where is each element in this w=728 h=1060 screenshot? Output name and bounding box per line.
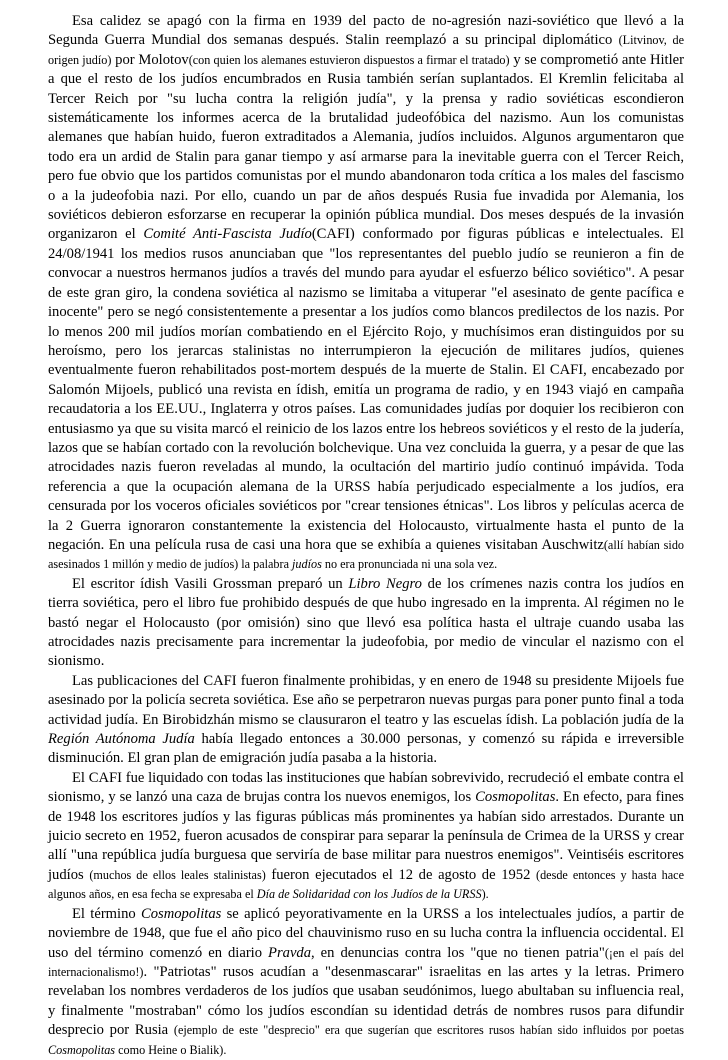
text-run: (¡en el país del internacionalismo!) bbox=[48, 945, 684, 979]
text-run: Libro Negro bbox=[348, 575, 422, 592]
text-run: judíos bbox=[292, 557, 322, 572]
text-run: por Molotov bbox=[111, 51, 189, 68]
text-run: (muchos de ellos leales stalinistas) bbox=[89, 867, 266, 882]
text-run: fueron ejecutados el 12 de agosto de 1952 bbox=[265, 866, 537, 883]
text-run: , en denuncias contra los "que no tienen patria" bbox=[311, 944, 605, 961]
text-run: El CAFI fue liquidado con todas las instituciones que habían sobrevivido, recrudeció el embate contra el sionismo, y se lanzó una caza de brujas contra los nuevos enemigos, los bbox=[48, 769, 684, 806]
text-run: (con quien los alemanes estuvieron dispuestos a firmar el tratado) bbox=[188, 52, 510, 67]
text-run: (allí habían sido asesinados 1 millón y medio de judíos) la palabra bbox=[48, 537, 685, 572]
text-run: El escritor ídish Vasili Grossman preparó un bbox=[72, 575, 349, 592]
text-run: (ejemplo de este "desprecio" era que sugerían que escritores rusos habían sido influidos por poetas bbox=[173, 1023, 684, 1038]
text-run: Día de Solidaridad con los Judíos de la URSS bbox=[256, 887, 482, 902]
text-run: (desde entonces y hasta hace algunos años, en esa fecha se expresaba el bbox=[48, 867, 685, 902]
paragraph-cafi-prohibition bbox=[48, 672, 684, 769]
text-run: . En efecto, para fines de 1948 los escritores judíos y las figuras públicas más prominentes ya habían sido arrestados. Durante un juicio secreto en 1952, fueron acusados de conspirar para separar la península de Crimea de la URSS y crear allí "una república judía burguesa que serviría de base militar para nuestros enemigos". Veintiséis escritores judíos bbox=[48, 789, 684, 883]
text-run: Comité Anti-Fascista Judío bbox=[143, 226, 312, 243]
text-run: Cosmopolitas bbox=[48, 1042, 116, 1057]
text-run: (CAFI) conformado por figuras públicas e intelectuales. El 24/08/1941 los medios rusos anunciaban que "los representantes del pueblo judío se reunieron a fin de convocar a nuestros hermanos judíos a través del mundo para ayudar el esfuerzo bélico soviético". A pesar de este gran giro, la condena soviética al nazismo se limitaba a vituperar "el asesinato de gente pacífica e inocente" pero se negó consistentemente a presentar a los judíos como blancos predilectos de los nazis. Por lo menos 200 mil judíos morían combatiendo en el Ejército Rojo, y muchísimos eran distinguidos por su heroísmo, pero los jerarcas stalinistas no interrumpieron la ejecución de militares judíos, quienes eventualmente fueron rehabilitados post-mortem después de la muerte de Stalin. El CAFI, encabezado por Salomón Mijoels, publicó una revista en ídish, emitía un programa de radio, y en 1943 viajó en campaña recaudatoria a los EE.UU., Inglaterra y otros países. Las comunidades judías por doquier los recibieron con entusiasmo ya que su visita marcó el reinicio de los lazos entre los hebreos soviéticos y el resto de la judería, lazos que se habían cortado con la revolución bolchevique. Una vez concluida la guerra, y a pesar de que las atrocidades nazis fueron reveladas al mundo, la ocultación del martirio judío continuó impávida. Toda referencia a que la ocupación alemana de la URSS había perjudicado especialmente a los judíos, era censurada por los voceros oficiales soviéticos por "crear tensiones étnicas". Los libros y películas acerca de la 2 Guerra ignoraron constantemente la existencia del Holocausto, virtualmente hasta el punto de la negación. En una película rusa de casi una hora que se exhibía a quienes visitaban Auschwitz bbox=[48, 226, 684, 553]
text-run: Pravda bbox=[268, 944, 312, 961]
text-run: como Heine o Bialik). bbox=[115, 1042, 227, 1057]
text-run: no era pronunciada ni una sola vez. bbox=[321, 557, 498, 572]
text-run: había llegado entonces a 30.000 personas, y comenzó su rápida e irreversible disminución. El gran plan de emigración judía pasaba a la historia. bbox=[48, 731, 684, 767]
text-run: El término bbox=[72, 905, 142, 922]
paragraph-cosmopolitans-purge bbox=[48, 769, 684, 905]
text-run: y se comprometió ante Hitler a que el resto de los judíos encumbrados en Rusia también serían suplantados. El Kremlin felicitaba al Tercer Reich por "su lucha contra la religión judía", y la prensa y radio soviéticas escondieron sistemáticamente los informes acerca de la brutalidad judeofóbica del nazismo. Aun los comunistas alemanes que habían huido, fueron extraditados a Alemania, judíos incluidos. Algunos argumentaron que todo era un ardid de Stalin para ganar tiempo y así armarse para la inevitable guerra con el Tercer Reich, pero fue obvio que los partidos comunistas por el mundo abandonaron toda crítica a los males del fascismo o a la judeofobia nazi. Por ello, cuando un par de años después Rusia fue invadida por Alemania, los soviéticos debieron esforzarse en recuperar la opinión pública mundial. Dos meses después de la invasión organizaron el bbox=[48, 51, 685, 243]
text-run: Esa calidez se apagó con la firma en 1939 del pacto de no-agresión nazi-soviético que llevó a la Segunda Guerra Mundial dos semanas después. Stalin reemplazó a su principal diplomático bbox=[48, 13, 684, 49]
text-run: (Litvinov, de origen judío) bbox=[48, 33, 684, 67]
text-run: . "Patriotas" rusos acudían a "desenmascarar" israelitas en las artes y la letras. Primero revelaban los nombres verdaderos de los judíos que usaban seudónimos, luego abultaban su influencia real, y finalmente "mostraban" cómo los judíos escondían su identidad detrás de nombres rusos para difundir desprecio por Rusia bbox=[48, 963, 684, 1039]
paragraph-cosmopolitas-term bbox=[48, 905, 684, 1060]
text-run: de los crímenes nazis contra los judíos en tierra soviética, pero el libro fue prohibido después de que hubo ingresado en la imprenta. Al régimen no le bastó negar el Holocausto (por omisión) sino que llevó esa política hasta el ultraje cuando usaba las atrocidades nazis precisamente para incrementar la judeofobia, por medio de vincular el nazismo con el sionismo. bbox=[48, 575, 684, 670]
text-run: Región Autónoma Judía bbox=[48, 731, 195, 748]
paragraph-molotov-pact bbox=[48, 12, 684, 575]
text-run: Cosmopolitas bbox=[475, 789, 556, 806]
text-run: ). bbox=[481, 887, 489, 902]
text-run: Cosmopolitas bbox=[141, 905, 222, 922]
text-run: se aplicó peyorativamente en la URSS a los intelectuales judíos, a partir de noviembre de 1948, que fue el año pico del chauvinismo ruso en su lucha contra la influencia occidental. El uso del término comenzó en diario bbox=[48, 905, 684, 961]
text-run: Las publicaciones del CAFI fueron finalmente prohibidas, y en enero de 1948 su presidente Mijoels fue asesinado por la policía secreta soviética. Ese año se perpetraron nuevas purgas para poner punto final a toda actividad judía. En Birobidzhán mismo se clausuraron el teatro y las escuelas ídish. La población judía de la bbox=[48, 672, 684, 728]
paragraph-grossman-black-book bbox=[48, 575, 684, 672]
